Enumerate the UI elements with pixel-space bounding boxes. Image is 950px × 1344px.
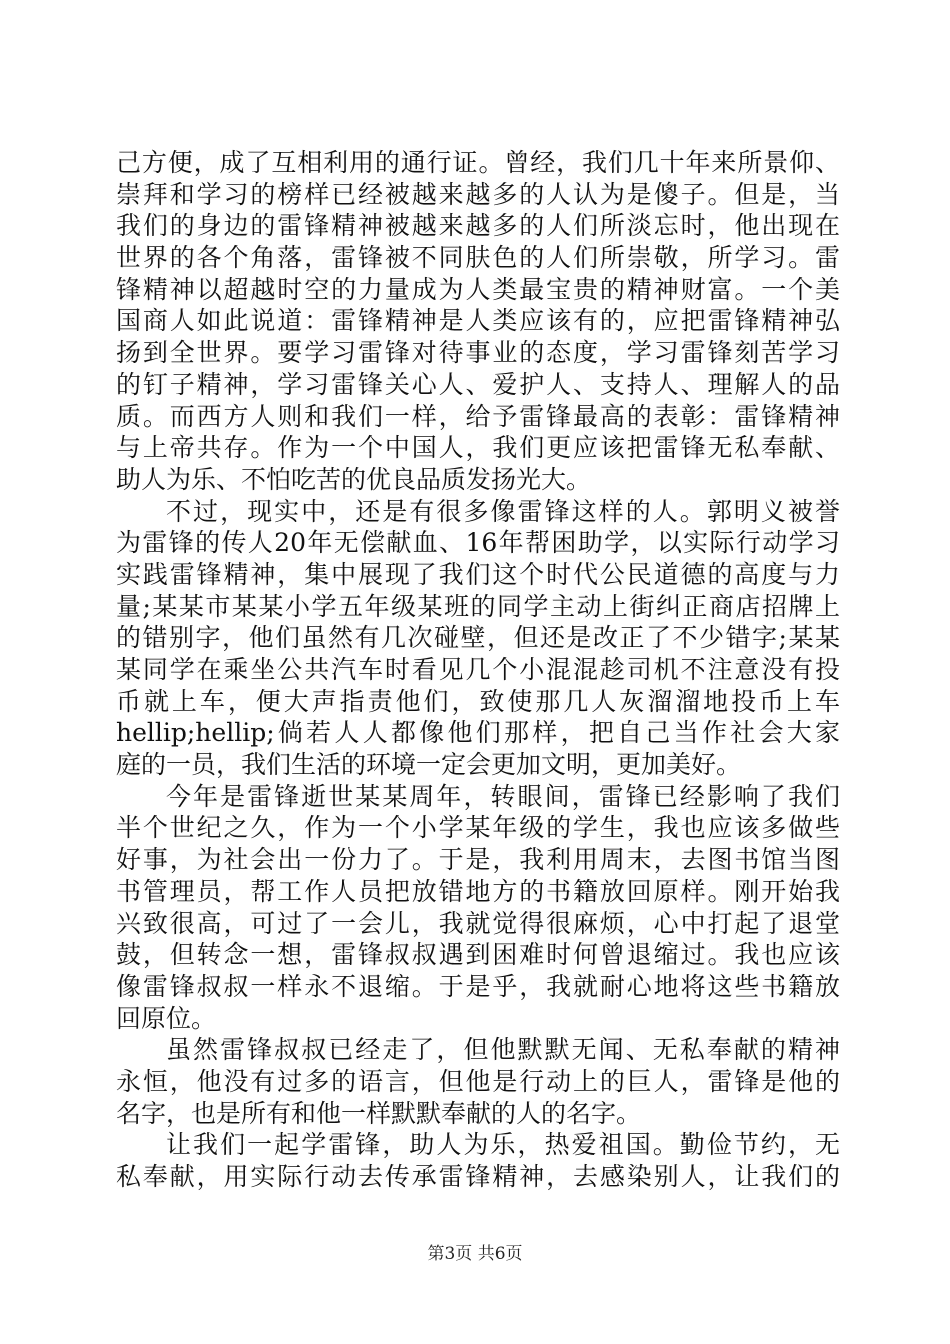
text-line: 锋精神以超越时空的力量成为人类最宝贵的精神财富。一个美 [116,274,840,304]
text-line: 国商人如此说道：雷锋精神是人类应该有的，应把雷锋精神弘 [116,306,840,336]
text-line: 某同学在乘坐公共汽车时看见几个小混混趁司机不注意没有投 [116,655,840,684]
text-line: 私奉献，用实际行动去传承雷锋精神，去感染别人，让我们的 [116,1162,840,1191]
text-line: 与上帝共存。作为一个中国人，我们更应该把雷锋无私奉献、 [116,433,840,463]
text-line: 虽然雷锋叔叔已经走了，但他默默无闻、无私奉献的精神 [166,1035,840,1065]
text-line: hellip;hellip;倘若人人都像他们那样，把自己当作社会大家 [116,718,840,748]
text-line: 己方便，成了互相利用的通行证。曾经，我们几十年来所景仰、 [116,148,840,177]
text-line: 世界的各个角落，雷锋被不同肤色的人们所崇敬，所学习。雷 [116,243,840,273]
text-line: 量;某某市某某小学五年级某班的同学主动上街纠正商店招牌上 [116,591,840,621]
text-line: 实践雷锋精神，集中展现了我们这个时代公民道德的高度与力 [116,559,840,589]
text-line: 为雷锋的传人20年无偿献血、16年帮困助学，以实际行动学习 [116,528,840,558]
text-line: 书管理员，帮工作人员把放错地方的书籍放回原样。刚开始我 [116,876,840,906]
text-line: 助人为乐、不怕吃苦的优良品质发扬光大。 [116,464,592,494]
text-line: 币就上车，便大声指责他们，致使那几人灰溜溜地投币上车 [116,686,840,716]
body-text [116,147,840,1193]
text-line: 好事，为社会出一份力了。于是，我利用周末，去图书馆当图 [116,845,840,875]
text-line: 的错别字，他们虽然有几次碰壁，但还是改正了不少错字;某某 [116,623,840,653]
text-line: 兴致很高，可过了一会儿，我就觉得很麻烦，心中打起了退堂 [116,908,840,938]
text-line: 的钉子精神，学习雷锋关心人、爱护人、支持人、理解人的品 [116,369,840,399]
text-line: 半个世纪之久，作为一个小学某年级的学生，我也应该多做些 [116,813,840,843]
page-number-footer: 第3页 共6页 [427,1244,523,1264]
text-line: 庭的一员，我们生活的环境一定会更加文明，更加美好。 [116,750,742,780]
text-line: 不过，现实中，还是有很多像雷锋这样的人。郭明义被誉 [166,496,840,526]
text-line: 名字，也是所有和他一样默默奉献的人的名字。 [116,1098,642,1128]
text-line: 扬到全世界。要学习雷锋对待事业的态度，学习雷锋刻苦学习 [116,338,840,368]
text-line: 让我们一起学雷锋，助人为乐，热爱祖国。勤俭节约，无 [166,1130,840,1160]
text-line: 永恒，他没有过多的语言，但他是行动上的巨人，雷锋是他的 [116,1066,840,1096]
text-line: 鼓，但转念一想，雷锋叔叔遇到困难时何曾退缩过。我也应该 [116,940,840,970]
text-line: 质。而西方人则和我们一样，给予雷锋最高的表彰：雷锋精神 [116,401,840,431]
text-line: 崇拜和学习的榜样已经被越来越多的人认为是傻子。但是，当 [116,179,840,209]
text-line: 回原位。 [116,1003,217,1033]
text-line: 像雷锋叔叔一样永不退缩。于是乎，我就耐心地将这些书籍放 [116,971,840,1001]
text-line: 我们的身边的雷锋精神被越来越多的人们所淡忘时，他出现在 [116,211,840,241]
text-line: 今年是雷锋逝世某某周年，转眼间，雷锋已经影响了我们 [166,781,840,811]
